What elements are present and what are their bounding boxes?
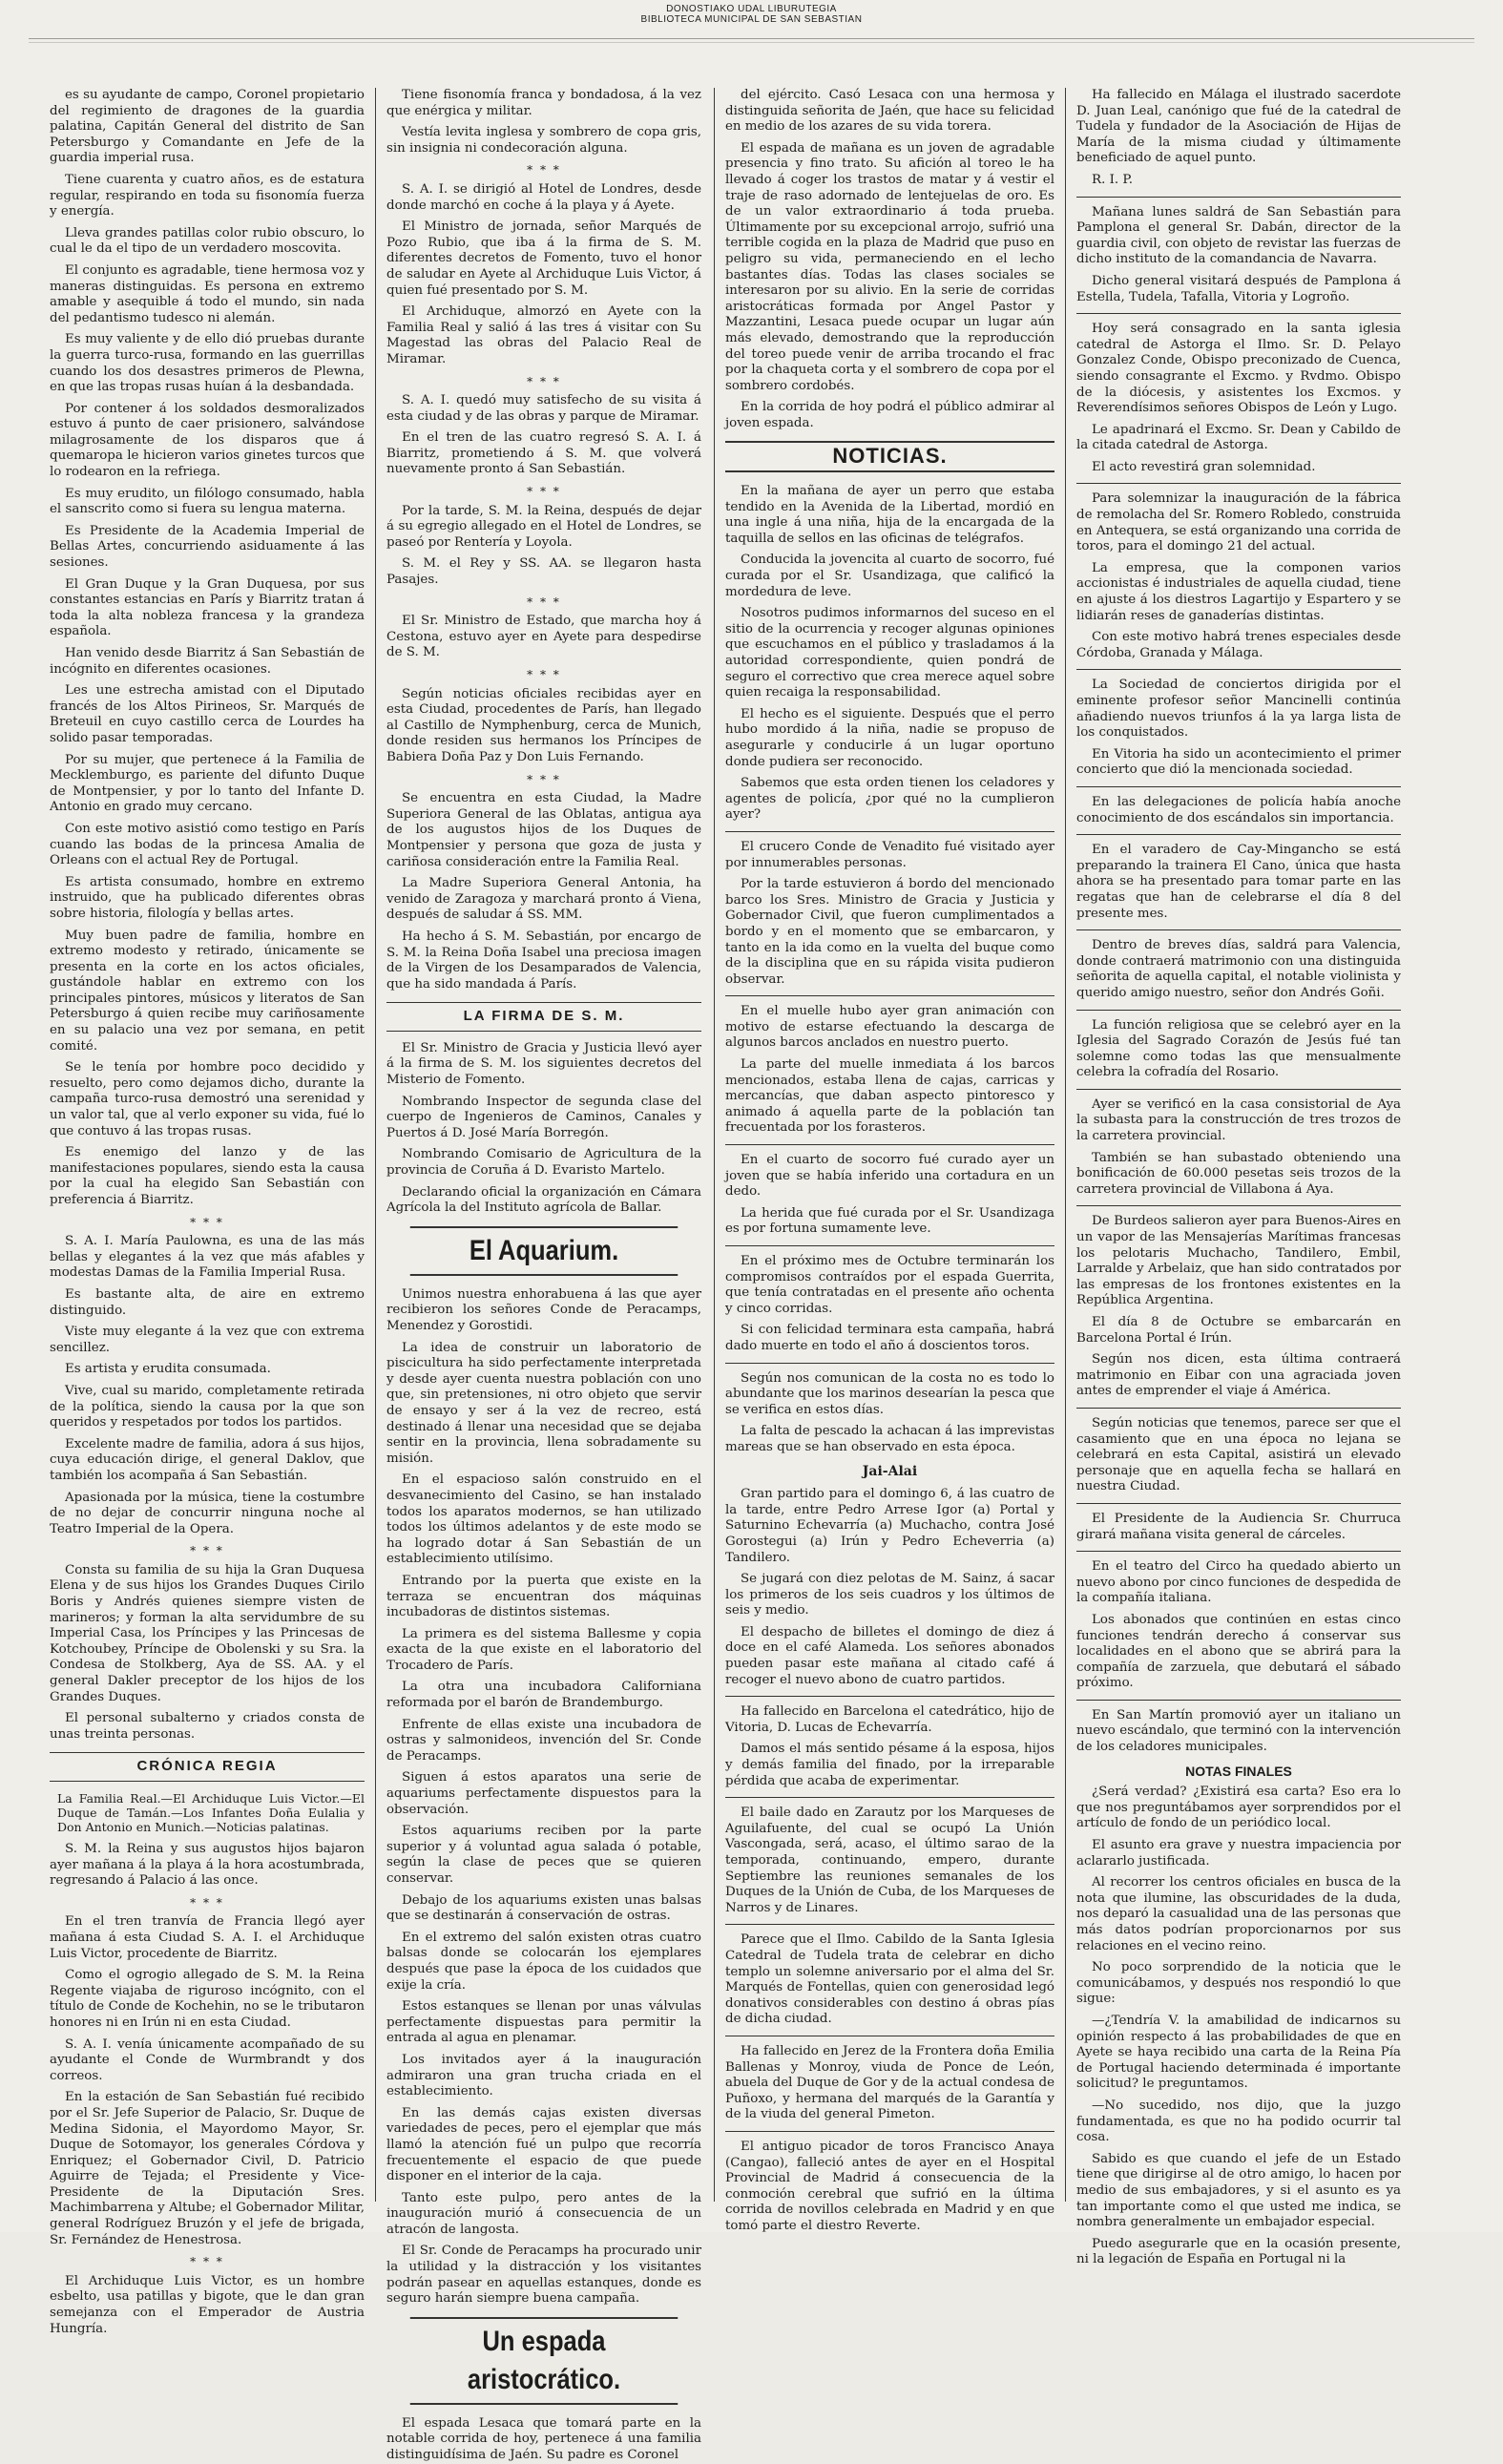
paragraph: Ha fallecido en Jerez de la Frontera doña Emilia Ballenas y Monroy, viuda de Ponce de León, abuela del Duque de Gor y de la actual condesa de Puñoxo, y hermana del marqués de la Garantía y de la viuda del general Pimeton. — [725, 2043, 1054, 2122]
paragraph: Consta su familia de su hija la Gran Duquesa Elena y de sus hijos los Grandes Duques Cirilo Boris y Andrés quienes siempre visten de marineros; y forman la alta servidumbre de su Imperial Casa, los Príncipes y las Princesas de Kotchoubey, Príncipe de Obolenski y su Sra. la Condesa de Stolkberg, Aya de SS. AA. y el general Dakler preceptor de los hijos de los Grandes Duques. — [50, 1562, 365, 1704]
paragraph: En el próximo mes de Octubre terminarán los compromisos contraídos por el espada Guerrita, que tenía contratadas en el presente año ochenta y cinco corridas. — [725, 1254, 1054, 1316]
paragraph: S. M. el Rey y SS. AA. se llegaron hasta Pasajes. — [386, 556, 701, 588]
column-1 — [50, 88, 365, 2336]
column-2 — [386, 88, 701, 2463]
section-divider — [1076, 1551, 1401, 1552]
paragraph: La empresa, que la componen varios accionistas é industriales de aquella ciudad, tiene en ajuste á los diestros Lagartijo y Espartero y se lidiarán reses de ganaderías distintas. — [1076, 560, 1401, 623]
paragraph: El despacho de billetes el domingo de diez á doce en el café Alameda. Los señores abonados pueden pasar este mañana al citado café á recoger el nuevo abono de cuatro partidos. — [725, 1624, 1054, 1687]
section-divider — [1076, 1205, 1401, 1206]
section-divider — [725, 831, 1054, 832]
paragraph: Vestía levita inglesa y sombrero de copa gris, sin insignia ni condecoración alguna. — [386, 125, 701, 156]
section-divider — [1076, 197, 1401, 198]
paragraph: Como el ogrogio allegado de S. M. la Reina Regente viajaba de riguroso incógnito, con el título de Conde de Kochehin, no se le tributaron honores ni en Irún ni en esta Ciudad. — [50, 1968, 365, 2030]
paragraph: Dicho general visitará después de Pamplona á Estella, Tudela, Tafalla, Vitoria y Logroño. — [1076, 273, 1401, 304]
paragraph: Vive, cual su marido, completamente retirada de la política, siendo la causa por la que son queridos y respetados por todos los partidos. — [50, 1383, 365, 1430]
paragraph: El Archiduque Luis Victor, es un hombre esbelto, usa patillas y bigote, que le dan gran semejanza con el Emperador de Austria Hungría. — [50, 2273, 365, 2336]
paragraph: El espada Lesaca que tomará parte en la notable corrida de hoy, pertenece á una familia distinguidísima de Jaén. Su padre es Coronel — [386, 2415, 701, 2463]
paragraph: En el tren de las cuatro regresó S. A. I. á Biarritz, prometiendo á S. M. que volverá nuevamente pronto á San Sebastián. — [386, 430, 701, 477]
section-divider — [1076, 1700, 1401, 1701]
paragraph: Sabido es que cuando el jefe de un Estado tiene que dirigirse al de otro amigo, lo hacen por medio de sus embajadores, y si el asunto es ya tan importante como el que usted me indica, se nombra generalmente un embajador especial. — [1076, 2151, 1401, 2230]
paragraph: Si con felicidad terminara esta campaña, habrá dado muerte en todo el año á doscientos toros. — [725, 1323, 1054, 1353]
section-divider — [725, 1696, 1054, 1697]
paragraph: En el espacioso salón construido en el desvanecimiento del Casino, se han instalado todos los aparatos modernos, se han utilizado todos los últimos adelantos y de este modo se ha logrado dotar á San Sebastián de un establecimiento utilísimo. — [386, 1472, 701, 1567]
paragraph: En la estación de San Sebastián fué recibido por el Sr. Jefe Superior de Palacio, Sr. Duque de Medina Sidonia, el Mayordomo Mayor, Sr. Duque de Sotomayor, los generales Córdova y Enriquez; el Gobernador Civil, D. Patricio Aguirre de Tejada; el Presidente y Vice-Presidente de la Diputación Sres. Machimbarrena y Altube; el Gobernador Militar, general Rodríguez Bruzón y el jefe de brigada, Sr. Fernández de Henestrosa. — [50, 2090, 365, 2247]
paragraph: Estos estanques se llenan por unas válvulas perfectamente dispuestas para permitir la entrada al agua en plenamar. — [386, 1999, 701, 2046]
section-divider — [1076, 929, 1401, 930]
paragraph: ¿Será verdad? ¿Existirá esa carta? Eso era lo que nos preguntábamos ayer sorprendidos por el artículo de fondo de un periódico local. — [1076, 1785, 1401, 1831]
section-divider — [1076, 313, 1401, 314]
paragraph: S. A. I. se dirigió al Hotel de Londres, desde donde marchó en coche á la playa y á Ayete. — [386, 181, 701, 213]
espada-heading: Un espada aristocrático. — [410, 2317, 678, 2405]
paragraph: R. I. P. — [1092, 172, 1133, 187]
section-divider — [1076, 1089, 1401, 1090]
paragraph: La función religiosa que se celebró ayer en la Iglesia del Sagrado Corazón de Jesús fué tan solemne como todas las que mensualmente celebra la cofradía del Rosario. — [1076, 1017, 1401, 1080]
noticias-heading: NOTICIAS. — [725, 441, 1054, 472]
paragraph: Para solemnizar la inauguración de la fábrica de remolacha del Sr. Romero Robledo, construida en Antequera, se está organizando una corrida de toros, para el domingo 21 del actual. — [1076, 491, 1401, 554]
paragraph: El personal subalterno y criados consta de unas treinta personas. — [50, 1711, 365, 1742]
paragraph: El crucero Conde de Venadito fué visitado ayer por innumerables personas. — [725, 839, 1054, 870]
paragraph: Puedo asegurarle que en la ocasión presente, ni la legación de España en Portugal ni la — [1076, 2236, 1401, 2267]
top-border-faint — [29, 42, 1474, 43]
paragraph: El Sr. Ministro de Estado, que marcha hoy á Cestona, estuvo ayer en Ayete para despedirse de S. M. — [386, 614, 701, 660]
paragraph: En la corrida de hoy podrá el público admirar al joven espada. — [725, 400, 1054, 430]
paragraph: Según noticias oficiales recibidas ayer en esta Ciudad, procedentes de París, han llegado al Castillo de Nymphenburg, cerca de Munich, donde residen sus hermanos los Príncipes de Babiera Doña Paz y Don Luis Fernando. — [386, 686, 701, 764]
paragraph: Los abonados que continúen en estas cinco funciones tendrán derecho á conservar sus localidades en el abono que se abrirá para la compañía de zarzuela, que debutará el sábado próximo. — [1076, 1612, 1401, 1691]
paragraph: En el muelle hubo ayer gran animación con motivo de estarse efectuando la descarga de algunos barcos anclados en nuestro puerto. — [725, 1004, 1054, 1051]
section-stars: * * * — [190, 1215, 224, 1229]
firma-heading: LA FIRMA DE S. M. — [386, 1002, 701, 1032]
library-header-line1: DONOSTIAKO UDAL LIBURUTEGIA — [666, 4, 837, 14]
paragraph: Con este motivo habrá trenes especiales desde Córdoba, Granada y Málaga. — [1076, 630, 1401, 660]
paragraph: Nosotros pudimos informarnos del suceso en el sitio de la ocurrencia y recoger algunas opiniones que escuchamos en el público y trasladamos á la autoridad correspondiente, quien pondrá de seguro el correctivo que crea merece aquel sobre quien recaiga la responsabilidad. — [725, 606, 1054, 700]
paragraph: La Madre Superiora General Antonia, ha venido de Zaragoza y marchará pronto á Viena, después de saludar á SS. MM. — [386, 876, 701, 923]
paragraph: Debajo de los aquariums existen unas balsas que se destinarán á conservación de ostras. — [386, 1892, 701, 1924]
paragraph: Se jugará con diez pelotas de M. Sainz, á sacar los primeros de los seis cuadros y los últimos de seis y medio. — [725, 1572, 1054, 1618]
paragraph: Por contener á los soldados desmoralizados estuvo á punto de caer prisionero, salvándose milagrosamente de los disparos que á quemaropa le hicieron varios ginetes turcos que lo rodearon en la refriega. — [50, 401, 365, 480]
paragraph: Al recorrer los centros oficiales en busca de la nota que ilumine, las obscuridades de la duda, nos deparó la casualidad una de las personas que más datos podrían proporcionarnos por sus relaciones en el vecino reino. — [1076, 1875, 1401, 1953]
paragraph: Le apadrinará el Excmo. Sr. Dean y Cabildo de la citada catedral de Astorga. — [1076, 422, 1401, 453]
paragraph: Damos el más sentido pésame á la esposa, hijos y demás familia del finado, por la irreparable pérdida que acaba de experimentar. — [725, 1742, 1054, 1788]
paragraph: El Sr. Conde de Peracamps ha procurado unir la utilidad y la distracción y los visitantes podrán pasear en aquellas estanques, donde es seguro harán siempre buena campaña. — [386, 2244, 701, 2307]
notas-finales-heading: NOTAS FINALES — [1185, 1763, 1292, 1779]
paragraph: En San Martín promovió ayer un italiano un nuevo escándalo, que terminó con la intervención de los celadores municipales. — [1076, 1707, 1401, 1755]
section-stars: * * * — [527, 374, 561, 388]
section-summary: La Familia Real.—El Archiduque Luis Victor.—El Duque de Tamán.—Los Infantes Doña Eulalia y Don Antonio en Munich.—Noticias palatinas. — [57, 1791, 365, 1834]
section-stars: * * * — [527, 485, 561, 499]
paragraph: En las demás cajas existen diversas variedades de peces, pero el ejemplar que más llamó la atención fué un pulpo que recorría frecuentemente el espacio de que puede disponer en el interior de la caja. — [386, 2105, 701, 2184]
paragraph: La herida que fué curada por el Sr. Usandizaga es por fortuna sumamente leve. — [725, 1205, 1054, 1237]
paragraph: Según nos dicen, esta última contraerá matrimonio en Eibar con una agraciada joven antes de emprender el viaje á América. — [1076, 1352, 1401, 1399]
cronica-regia-heading: CRÓNICA REGIA — [50, 1752, 365, 1782]
paragraph: S. A. I. quedó muy satisfecho de su visita á esta ciudad y de las obras y parque de Miramar. — [386, 393, 701, 424]
paragraph: Mañana lunes saldrá de San Sebastián para Pamplona el general Sr. Dabán, director de la guardia civil, con objeto de revistar las fuerzas de dicho instituto de la comandancia de Navarra. — [1076, 204, 1401, 267]
paragraph: Es artista consumado, hombre en extremo instruido, que ha publicado diferentes obras sobre historia, filología y bellas artes. — [50, 874, 365, 921]
paragraph: Se le tenía por hombre poco decidido y resuelto, pero como dejamos dicho, durante la campaña turco-rusa demostró una serenidad y un valor tal, que al verlo exponer su vida, fué lo que contuvo á las tropas rusas. — [50, 1060, 365, 1138]
paragraph: Es artista y erudita consumada. — [65, 1362, 271, 1377]
paragraph: Según noticias que tenemos, parece ser que el casamiento que en una época no lejana se celebrará en esta Capital, asistirá un elevado personaje que en aquella fecha se hallará en nuestra Ciudad. — [1076, 1415, 1401, 1494]
section-divider — [725, 1797, 1054, 1798]
section-stars: * * * — [527, 772, 561, 786]
paragraph: El Presidente de la Audiencia Sr. Churruca girará mañana visita general de cárceles. — [1076, 1511, 1401, 1542]
section-divider — [1076, 786, 1401, 787]
paragraph: El Sr. Ministro de Gracia y Justicia llevó ayer á la firma de S. M. los siguientes decretos del Misterio de Fomento. — [386, 1040, 701, 1088]
column-rule — [375, 88, 376, 2202]
section-divider — [725, 1144, 1054, 1145]
paragraph: En la mañana de ayer un perro que estaba tendido en la Avenida de la Libertad, mordió en una ingle á una niña, hija de la encargada de la taquilla de sellos en las oficinas de telégrafos. — [725, 484, 1054, 546]
paragraph: Lleva grandes patillas color rubio obscuro, lo cual le da el tipo de un verdadero moscovita. — [50, 225, 365, 257]
section-divider — [1076, 483, 1401, 484]
paragraph: S. M. la Reina y sus augustos hijos bajaron ayer mañana á la playa á la hora acostumbrada, regresando á Palacio á las once. — [50, 1842, 365, 1889]
paragraph: Parece que el Ilmo. Cabildo de la Santa Iglesia Catedral de Tudela trata de celebrar en dicho templo un solemne aniversario por el alma del Sr. Marqués de Fontellas, quien con generosidad legó donativos considerables con destino á obras pías de dicha ciudad. — [725, 1932, 1054, 2027]
paragraph: Tiene cuarenta y cuatro años, es de estatura regular, respirando en toda su fisonomía fuerza y energía. — [50, 172, 365, 219]
top-border — [29, 38, 1474, 39]
paragraph: Es muy valiente y de ello dió pruebas durante la guerra turco-rusa, formando en las guerrillas cuando los dos desastres primeros de Plewna, en que las tropas rusas huían á la desbandada. — [50, 332, 365, 395]
paragraph: Ha fallecido en Barcelona el catedrático, hijo de Vitoria, D. Lucas de Echevarría. — [725, 1704, 1054, 1735]
paragraph: Es enemigo del lanzo y de las manifestaciones populares, siendo esta la causa por la cual ha elegido San Sebastián con preferencia á Biarritz. — [50, 1145, 365, 1207]
paragraph: Por su mujer, que pertenece á la Familia de Mecklemburgo, es pariente del difunto Duque de Montpensier, y por lo tanto del Infante D. Antonio en grado muy cercano. — [50, 752, 365, 815]
column-4 — [1076, 88, 1401, 2267]
paragraph: Entrando por la puerta que existe en la terraza se encuentran dos máquinas incubadoras de distintos sistemas. — [386, 1573, 701, 1620]
paragraph: Se encuentra en esta Ciudad, la Madre Superiora General de las Oblatas, antigua aya de los augustos hijos de los Duques de Montpensier y persona que goza de justa y cariñosa consideración entre la Familia Real. — [386, 791, 701, 869]
paragraph: Ha fallecido en Málaga el ilustrado sacerdote D. Juan Leal, canónigo que fué de la catedral de Tudela y fundador de la Asociación de Hijas de María de la misma ciudad y últimamente beneficiado de aquel punto. — [1076, 88, 1401, 166]
paragraph: —¿Tendría V. la amabilidad de indicarnos su opinión respecto á las probabilidades de que en Ayete se haya recibido una carta de la Reina Pía de Portugal haciendo determinada é importante solicitud? le preguntamos. — [1076, 2013, 1401, 2092]
section-stars: * * * — [190, 1544, 224, 1558]
paragraph: Nombrando Comisario de Agricultura de la provincia de Coruña á D. Evaristo Martelo. — [386, 1147, 701, 1179]
paragraph: Es muy erudito, un filólogo consumado, habla el sanscrito como si fuera su lengua materna. — [50, 486, 365, 517]
paragraph: En el cuarto de socorro fué curado ayer un joven que se había inferido una cortadura en un dedo. — [725, 1153, 1054, 1200]
paragraph: Conducida la jovencita al cuarto de socorro, fué curada por el Sr. Usandizaga, que calificó la mordedura de leve. — [725, 553, 1054, 599]
paragraph: La primera es del sistema Ballesme y copia exacta de la que existe en el laboratorio del Trocadero de París. — [386, 1626, 701, 1673]
paragraph: El baile dado en Zarautz por los Marqueses de Aguilafuente, del cual se ocupó La Unión Vascongada, será, acaso, el último sarao de la temporada, continuando, empero, durante Septiembre las reuniones semanales de los Duques de la Unión de Cuba, de los Marqueses de Narros y de Linares. — [725, 1806, 1054, 1915]
paragraph: La falta de pescado la achacan á las imprevistas mareas que se han observado en esta época. — [725, 1424, 1054, 1454]
paragraph: Declarando oficial la organización en Cámara Agrícola la del Instituto agrícola de Ballar. — [386, 1184, 701, 1216]
paragraph: El Ministro de jornada, señor Marqués de Pozo Rubio, que iba á la firma de S. M. diferentes decretos de Fomento, tuvo el honor de saludar en Ayete al Archiduque Luis Victor, á quien fué presentado por S. M. — [386, 219, 701, 298]
paragraph: En Vitoria ha sido un acontecimiento el primer concierto que dió la mencionada sociedad. — [1076, 746, 1401, 778]
paragraph: En el tren tranvía de Francia llegó ayer mañana á esta Ciudad S. A. I. el Archiduque Luis Victor, procedente de Biarritz. — [50, 1914, 365, 1961]
paragraph: Con este motivo asistió como testigo en París cuando las bodas de la princesa Amalia de Orleans con el actual Rey de Portugal. — [50, 821, 365, 868]
paragraph: Sabemos que esta orden tienen los celadores y agentes de policía, ¿por qué no la cumplieron ayer? — [725, 776, 1054, 823]
paragraph: El Gran Duque y la Gran Duquesa, por sus constantes estancias en París y Biarritz tratan á toda la alta nobleza francesa y la grandeza española. — [50, 576, 365, 639]
paragraph: Han venido desde Biarritz á San Sebastián de incógnito en diferentes ocasiones. — [50, 646, 365, 677]
paragraph: Gran partido para el domingo 6, á las cuatro de la tarde, entre Pedro Arrese Igor (a) Portal y Saturnino Echevarría (a) Muchacho, contra José Gorostegui (a) Irún y Pedro Echeverria (a) Tandilero. — [725, 1487, 1054, 1565]
paragraph: Según nos comunican de la costa no es todo lo abundante que los marinos desearían la pesca que se verifica en estos días. — [725, 1370, 1054, 1417]
section-stars: * * * — [527, 595, 561, 609]
section-stars: * * * — [190, 2255, 224, 2269]
paragraph: Es bastante alta, de aire en extremo distinguido. — [50, 1286, 365, 1318]
paragraph: Viste muy elegante á la vez que con extrema sencillez. — [50, 1325, 365, 1355]
jai-alai-heading: Jai-Alai — [862, 1463, 918, 1479]
section-divider — [1076, 1503, 1401, 1504]
library-header — [0, 4, 1503, 25]
paragraph: Por la tarde, S. M. la Reina, después de dejar á su egregio allegado en el Hotel de Londres, se paseó por Rentería y Loyola. — [386, 503, 701, 550]
paragraph: El hecho es el siguiente. Después que el perro hubo mordido á la niña, nadie se propuso de asegurarle y conducirle á un lugar oportuno donde pudiera ser reconocido. — [725, 706, 1054, 769]
paragraph: En el teatro del Circo ha quedado abierto un nuevo abono por cinco funciones de despedida de la compañía italiana. — [1076, 1559, 1401, 1606]
paragraph: Los invitados ayer á la inauguración admiraron una gran trucha criada en el establecimiento. — [386, 2052, 701, 2099]
paragraph: El conjunto es agradable, tiene hermosa voz y maneras distinguidas. Es persona en extremo amable y asequible á todo el mundo, sin nada del pedantismo tudesco ni alemán. — [50, 262, 365, 325]
paragraph: S. A. I. María Paulowna, es una de las más bellas y elegantes á la vez que más afables y modestas Damas de la Familia Imperial Rusa. — [50, 1234, 365, 1281]
section-divider — [1076, 834, 1401, 835]
section-stars: * * * — [527, 668, 561, 681]
paragraph: En las delegaciones de policía había anoche conocimiento de dos escándalos sin importancia. — [1076, 794, 1401, 825]
paragraph: El acto revestirá gran solemnidad. — [1092, 459, 1316, 474]
section-divider — [1076, 669, 1401, 670]
paragraph: Muy buen padre de familia, hombre en extremo modesto y retirado, únicamente se presenta en la corte en los actos oficiales, gustándole hablar en extremo con los principales pintores, músicos y literatos de San Petersburgo á quien recibe muy cariñosamente en su palacio una vez por semana, en petit comité. — [50, 928, 365, 1054]
paragraph: es su ayudante de campo, Coronel propietario del regimiento de dragones de la guardia palatina, Capitán General del distrito de San Petersburgo y Comandante en Jefe de la guardia imperial rusa. — [50, 88, 365, 166]
section-divider — [725, 1363, 1054, 1364]
paragraph: Tanto este pulpo, pero antes de la inauguración murió á consecuencia de un atracón de langosta. — [386, 2190, 701, 2237]
paragraph: La idea de construir un laboratorio de piscicultura ha sido perfectamente interpretada y desde ayer cuenta nuestra población con uno que, sin pretensiones, ni otro objeto que servir de ensayo y ser á la vez de recreo, está destinado á llenar una necesidad que se dejaba sentir en la provincia, llena sobradamente su misión. — [386, 1340, 701, 1466]
paragraph: Nombrando Inspector de segunda clase del cuerpo de Ingenieros de Caminos, Canales y Puertos á D. José María Borregón. — [386, 1094, 701, 1140]
paragraph: En el extremo del salón existen otras cuatro balsas donde se colocarán los ejemplares después que pase la época de los cuidados que exije la cría. — [386, 1930, 701, 1993]
paragraph: —No sucedido, nos dijo, que la juzgo fundamentada, es que no ha podido ocurrir tal cosa. — [1076, 2098, 1401, 2145]
paragraph: También se han subastado obteniendo una bonificación de 60.000 pesetas seis trozos de la carretera provincial de Villabona á Aya. — [1076, 1150, 1401, 1197]
paragraph: La otra una incubadora Californiana reformada por el barón de Brandemburgo. — [386, 1680, 701, 1711]
column-rule — [714, 88, 715, 2202]
paragraph: Unimos nuestra enhorabuena á las que ayer recibieron los señores Conde de Peracamps, Menendez y Gorostidi. — [386, 1286, 701, 1333]
paragraph: En el varadero de Cay-Mingancho se está preparando la trainera El Cano, única que hasta ahora se ha presentado para tomar parte en las regatas que han de celebrarse el día 8 del presente mes. — [1076, 843, 1401, 921]
column-rule — [1065, 88, 1066, 2202]
paragraph: El antiguo picador de toros Francisco Anaya (Cangao), falleció antes de ayer en el Hospital Provincial de Madrid á consecuencia de la conmoción cerebral que sufrió en la última corrida de novillos celebrada en Madrid y en que tomó parte el diestro Reverte. — [725, 2139, 1054, 2233]
paragraph: Estos aquariums reciben por la parte superior y á voluntad agua salada ó potable, según la clase de peces que se quieren conservar. — [386, 1824, 701, 1886]
paragraph: Apasionada por la música, tiene la costumbre de no dejar de concurrir ninguna noche al Teatro Imperial de la Opera. — [50, 1490, 365, 1536]
paragraph: Les une estrecha amistad con el Diputado francés de los Altos Pirineos, Sr. Marqués de Breteuil en cuyo castillo cerca de Lourdes ha solido pasar temporadas. — [50, 683, 365, 745]
paragraph: Por la tarde estuvieron á bordo del mencionado barco los Sres. Ministro de Gracia y Justicia y Gobernador Civil, que fueron cumplimentados a bordo y en el momento que se embarcaron, y tanto en la ida como en la vuelta del buque como de la disciplina que en su rápida visita pudieron observar. — [725, 877, 1054, 987]
paragraph: Enfrente de ellas existe una incubadora de ostras y salmonideos, invención del Sr. Conde de Peracamps. — [386, 1717, 701, 1764]
paragraph: El asunto era grave y nuestra impaciencia por aclararlo justificada. — [1076, 1838, 1401, 1869]
paragraph: Excelente madre de familia, adora á sus hijos, cuya educación dirige, el general Daklov, que también los acompaña á San Sebastián. — [50, 1436, 365, 1483]
paragraph: El Archiduque, almorzó en Ayete con la Familia Real y salió á las tres á visitar con Su Magestad las obras del Palacio Real de Miramar. — [386, 304, 701, 366]
aquarium-heading: El Aquarium. — [410, 1226, 678, 1276]
paragraph: Ayer se verificó en la casa consistorial de Aya la subasta para la construcción de tres trozos de la carretera provincial. — [1076, 1096, 1401, 1144]
paragraph: De Burdeos salieron ayer para Buenos-Aires en un vapor de las Mensajerías Marítimas francesas los pelotaris Muchacho, Tandilero, Embil, Larralde y Arbelaiz, que han sido contratados por las empresas de los frontones existentes en la República Argentina. — [1076, 1214, 1401, 1308]
paragraph: Es Presidente de la Academia Imperial de Bellas Artes, concurriendo asiduamente á las sesiones. — [50, 523, 365, 571]
paragraph: Tiene fisonomía franca y bondadosa, á la vez que enérgica y militar. — [386, 88, 701, 118]
paragraph: La parte del muelle inmediata á los barcos mencionados, estaba llena de cajas, carricas y mercancías, que daban aspecto pintoresco y animado á aquella parte de la población tan frecuentada por los forasteros. — [725, 1057, 1054, 1136]
paragraph: El espada de mañana es un joven de agradable presencia y fino trato. Su afición al toreo le ha llevado á coger los trastos de matar y á vestir el traje de raso adornado de lentejuelas de oro. Es de un valor extraordinario á toda prueba. Últimamente por su excepcional arrojo, sufrió una terrible cogida en la plaza de Madrid que puso en peligro su vida, permaneciendo en el lecho bastantes días. Todas las clases sociales se interesaron por su alivio. En la serie de corridas aristocráticas formada por Angel Pastor y Mazzantini, Lesaca puede ocupar un lugar aún más elevado, demostrando que la reproducción del toreo puede venir de arriba trocando el frac por la chaqueta corta y el sombrero de copa por el sombrero cordobés. — [725, 140, 1054, 393]
section-divider — [725, 1924, 1054, 1925]
paragraph: Hoy será consagrado en la santa iglesia catedral de Astorga el Ilmo. Sr. D. Pelayo Gonzalez Conde, Obispo preconizado de Cuenca, siendo consagrante el Excmo. y Rvdmo. Obispo de la diócesis, y asistentes los Excmos. y Reverendísimos señores Obispos de León y Lugo. — [1076, 322, 1401, 416]
section-divider — [1076, 1010, 1401, 1011]
paragraph: Siguen á estos aparatos una serie de aquariums perfectamente dispuestos para la observación. — [386, 1770, 701, 1817]
section-divider — [1076, 1408, 1401, 1409]
section-divider — [725, 995, 1054, 996]
paragraph: del ejército. Casó Lesaca con una hermosa y distinguida señorita de Jaén, que hace su felicidad en medio de los azares de su vida torera. — [725, 88, 1054, 135]
section-stars: * * * — [190, 1895, 224, 1910]
paragraph: Dentro de breves días, saldrá para Valencia, donde contraerá matrimonio con una distinguida señorita de aquella capital, el notable violinista y querido amigo nuestro, señor don Andrés Goñi. — [1076, 938, 1401, 1000]
paragraph: S. A. I. venía únicamente acompañado de su ayudante el Conde de Wurmbrandt y dos correos. — [50, 2036, 365, 2083]
paragraph: Ha hecho á S. M. Sebastián, por encargo de S. M. la Reina Doña Isabel una preciosa imagen de la Virgen de los Desamparados de Valencia, que ha sido mandada á París. — [386, 929, 701, 992]
section-divider — [725, 1245, 1054, 1246]
paragraph: La Sociedad de conciertos dirigida por el eminente profesor señor Mancinelli continúa añadiendo nuevos triunfos á la ya larga lista de los conquistados. — [1076, 678, 1401, 741]
paragraph: No poco sorprendido de la noticia que le comunicábamos, y después nos respondió lo que sigue: — [1076, 1960, 1401, 2007]
section-stars: * * * — [527, 163, 561, 177]
library-header-line2: BIBLIOTECA MUNICIPAL DE SAN SEBASTIAN — [640, 14, 863, 25]
column-3 — [725, 88, 1054, 2233]
paragraph: El día 8 de Octubre se embarcarán en Barcelona Portal é Irún. — [1076, 1315, 1401, 1346]
section-divider — [725, 2131, 1054, 2132]
